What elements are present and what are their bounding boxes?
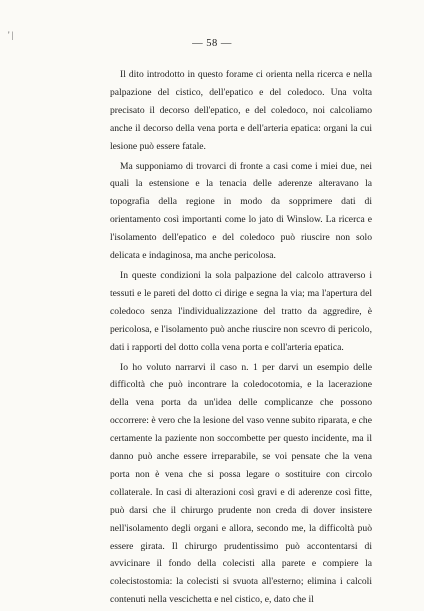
paragraph-2: Ma supponiamo di trovarci di fronte a casi come i miei due, nei quali la estensione e la tenacia delle aderenze alteravano la topografia della regione in modo da sopprimere dati di orientamento così importanti come lo jato di Winslow. La ricerca e l'isolamento dell'epatico e del coledoco può riuscire non solo delicata e indaginosa, ma anche pericolosa. [110, 160, 372, 262]
paragraph-3: In queste condizioni la sola palpazione del calcolo attraverso i tessuti e le pareti del dotto ci dirige e segna la via; ma l'apertura del coledoco senza l'individualizzazione del tratto da aggredire, è pericolosa, e l'isolamento può anche riuscire non scevro di pericolo, dati i rapporti del dotto colla vena porta e coll'arteria epatica. [110, 269, 372, 353]
body-text [110, 66, 372, 611]
page-number: — 58 — [192, 38, 232, 49]
margin-mark: ' | [8, 30, 14, 40]
paragraph-4: Io ho voluto narrarvi il caso n. 1 per darvi un esempio delle difficoltà che può incontrare la coledocotomia, e la lacerazione della vena porta da un'idea delle complicanze che possono occorrere: è vero che la lesione del vaso venne subito riparata, e che certamente la paziente non soccombette per questo incidente, ma il danno può anche essere irreparabile, se voi pensate che la vena porta non è vena che si possa legare o sostituire con circolo collaterale. In casi di alterazioni così gravi e di aderenze così fitte, può darsi che il chirurgo prudente non creda di dover insistere nell'isolamento degli organi e allora, secondo me, la difficoltà può essere girata. Il chirurgo prudentissimo può accontentarsi di avvicinare il fondo della colecisti alla parete e compiere la colecistostomia: la colecisti si svuota all'esterno; elimina i calcoli contenuti nella vescichetta e nel cistico, e, dato che il [110, 361, 372, 606]
paragraph-1: Il dito introdotto in questo forame ci orienta nella ricerca e nella palpazione del cistico, dell'epatico e del coledoco. Una volta precisato il decorso dell'epatico, e del coledoco, noi calcoliamo anche il decorso della vena porta e dell'arteria epatica: organi la cui lesione può essere fatale. [110, 69, 372, 152]
